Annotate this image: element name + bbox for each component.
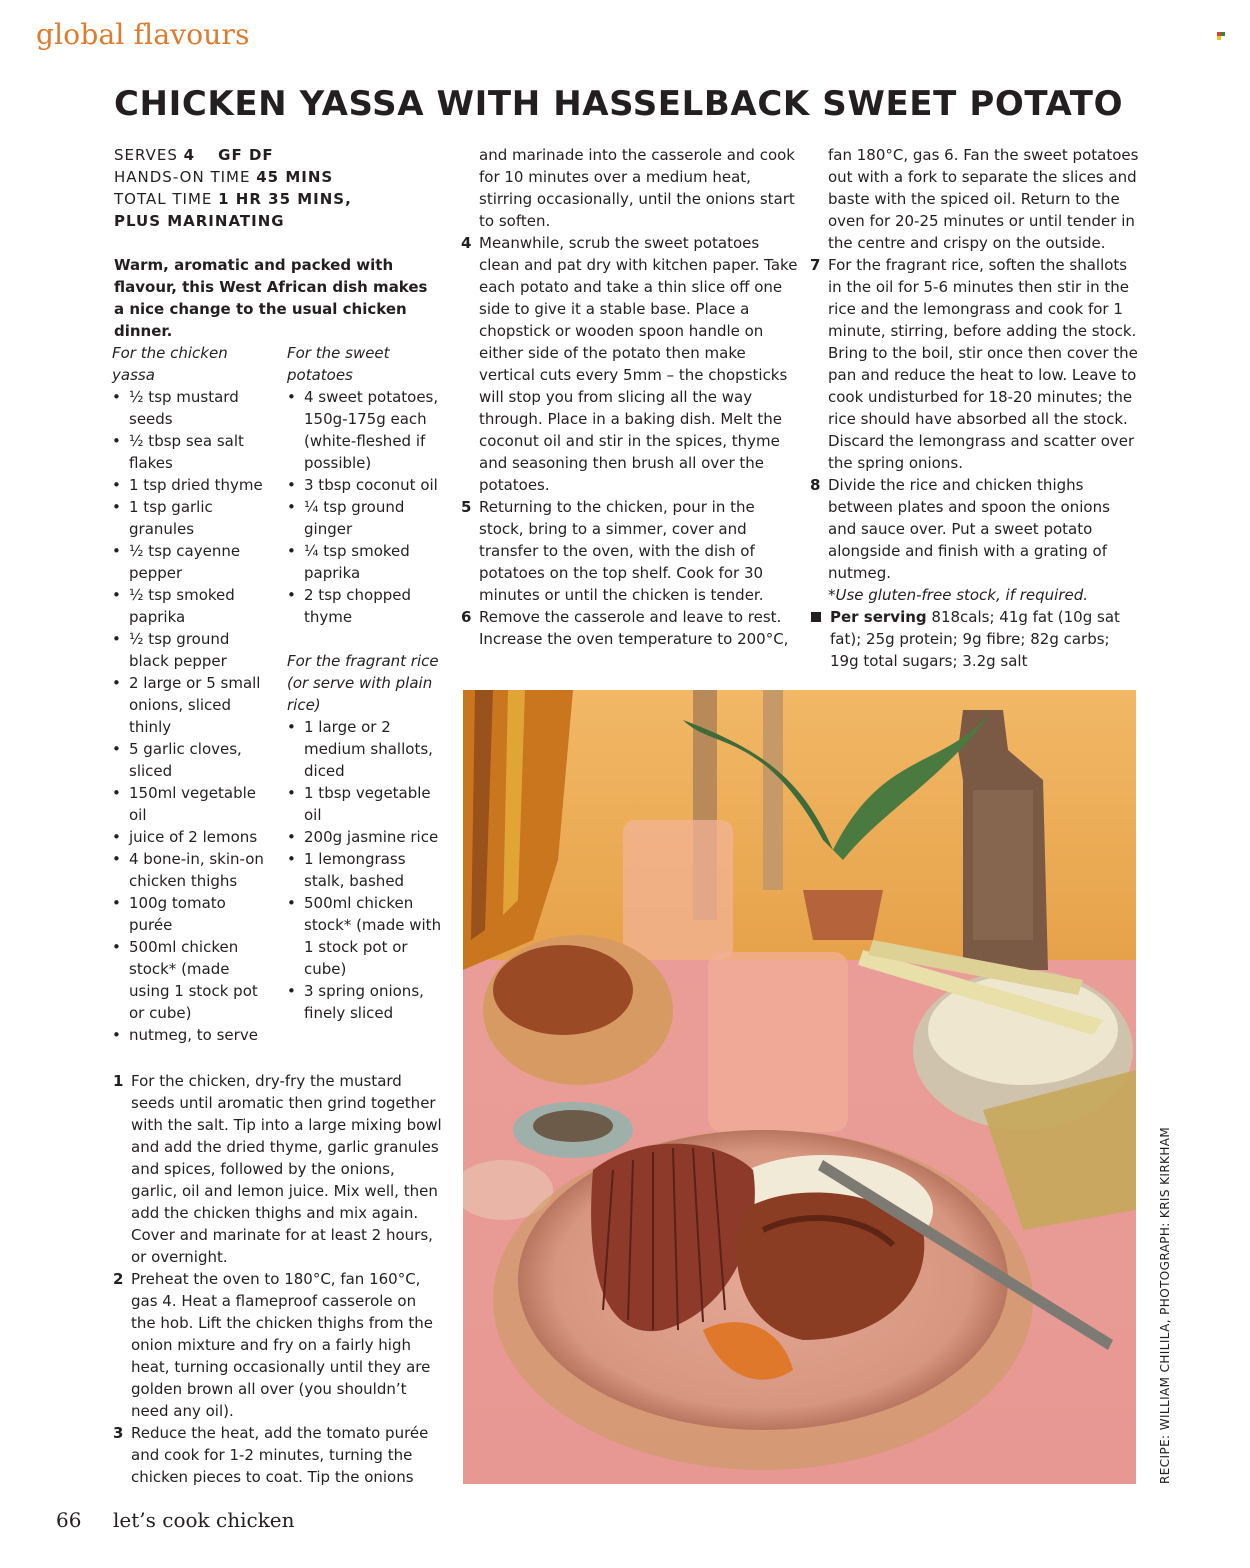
ingredient-item: • 4 bone-in, skin-on chicken thighs: [112, 848, 267, 892]
method-step: [461, 232, 801, 496]
method-column-1: [113, 1070, 443, 1488]
hands-on-line: [114, 166, 434, 188]
step-number: 6: [461, 608, 472, 626]
ingredient-item: • ¼ tsp ground ginger: [287, 496, 442, 540]
hands-on-value: 45 MINS: [256, 168, 334, 186]
method-step: [810, 254, 1140, 474]
total-time-line: [114, 188, 434, 210]
ingredient-list: [287, 386, 442, 628]
ingredient-item: • 1 tsp dried thyme: [112, 474, 267, 496]
step-text: Preheat the oven to 180°C, fan 160°C, gas 4. Heat a flameproof casserole on the hob. Lift the chicken thighs from the onion mixture and fry on a fairly high heat, turning occasionally until they are golden brown all over (you shouldn’t need any oil).: [131, 1270, 433, 1420]
photo-credit: RECIPE: WILLIAM CHILILA, PHOTOGRAPH: KRIS KIRKHAM: [1158, 1126, 1172, 1484]
step-number: 3: [113, 1424, 124, 1442]
ingredient-item: • ½ tsp smoked paprika: [112, 584, 267, 628]
ingredient-list: [112, 386, 267, 1046]
ingredient-item: • ½ tbsp sea salt flakes: [112, 430, 267, 474]
step-number: 2: [113, 1270, 124, 1288]
plated-chicken-yassa-photo: [463, 690, 1136, 1484]
method-steps: [113, 1070, 443, 1488]
diet-badges: GF DF: [218, 146, 274, 164]
ingredient-item: • 1 large or 2 medium shallots, diced: [287, 716, 442, 782]
hands-on-label: HANDS-ON TIME: [114, 168, 251, 186]
method-step: [113, 1268, 443, 1422]
method-step: [461, 496, 801, 606]
ingredient-item: • 1 tbsp vegetable oil: [287, 782, 442, 826]
publication-name: let’s cook chicken: [113, 1508, 295, 1532]
recipe-title: CHICKEN YASSA WITH HASSELBACK SWEET POTATO: [114, 84, 1124, 124]
ingredient-item: • 150ml vegetable oil: [112, 782, 267, 826]
ingredient-item: • 200g jasmine rice: [287, 826, 442, 848]
section-label: global flavours: [36, 18, 250, 51]
bullet-square-icon: [811, 612, 821, 622]
ingredient-item: • ½ tsp cayenne pepper: [112, 540, 267, 584]
ingredient-group-heading: For the chicken yassa: [112, 344, 228, 384]
ingredient-item: • 3 tbsp coconut oil: [287, 474, 442, 496]
method-step-continued: [461, 144, 801, 232]
method-step: [113, 1070, 443, 1268]
nutrition-text: 818cals; 41g fat (10g sat fat); 25g protein; 9g fibre; 82g carbs; 19g total sugars; 3.2g salt: [830, 608, 1120, 670]
step-number: 7: [810, 256, 821, 274]
nutrition-label: Per serving: [830, 608, 927, 626]
ingredient-item: • juice of 2 lemons: [112, 826, 267, 848]
ingredient-item: • 500ml chicken stock* (made with 1 stock pot or cube): [287, 892, 442, 980]
ingredient-item: • 500ml chicken stock* (made using 1 stock pot or cube): [112, 936, 267, 1024]
corner-logo-mark: [1217, 32, 1225, 40]
step-number: 5: [461, 498, 472, 516]
step-number: 8: [810, 476, 821, 494]
ingredient-item: • 100g tomato purée: [112, 892, 267, 936]
method-step-continued: [810, 144, 1140, 254]
ingredient-list: [287, 716, 442, 1024]
step-text: Divide the rice and chicken thighs between plates and spoon the onions and sauce over. Put a sweet potato alongside and finish with a grating of nutmeg.: [828, 476, 1110, 582]
step-text: Meanwhile, scrub the sweet potatoes clean and pat dry with kitchen paper. Take each potato and take a thin slice off one side to give it a stable base. Place a chopstick or wooden spoon handle on either side of the potato then make vertical cuts every 5mm – the chopsticks will stop you from slicing all the way through. Place in a baking dish. Melt the coconut oil and stir in the spices, thyme and seasoning then brush all over the potatoes.: [479, 234, 798, 494]
method-step: [461, 606, 801, 650]
dish-photo: [463, 690, 1136, 1484]
ingredient-item: • ¼ tsp smoked paprika: [287, 540, 442, 584]
ingredient-item: • nutmeg, to serve: [112, 1024, 267, 1046]
step-text: Remove the casserole and leave to rest. Increase the oven temperature to 200°C,: [479, 608, 789, 648]
method-steps: [810, 144, 1140, 584]
recipe-intro: Warm, aromatic and packed with flavour, this West African dish makes a nice change to the usual chicken dinner.: [114, 256, 428, 340]
step-text: fan 180°C, gas 6. Fan the sweet potatoes out with a fork to separate the slices and baste with the spiced oil. Return to the oven for 20-25 minutes or until tender in the centre and crispy on the outside.: [828, 146, 1139, 252]
serves-label: SERVES: [114, 146, 178, 164]
ingredient-item: • 3 spring onions, finely sliced: [287, 980, 442, 1024]
ingredient-item: • 2 large or 5 small onions, sliced thinly: [112, 672, 267, 738]
method-column-3: [810, 144, 1140, 672]
ingredients-chicken-yassa: [112, 342, 267, 1046]
page-number: 66: [56, 1508, 82, 1532]
ingredient-item: • ½ tsp mustard seeds: [112, 386, 267, 430]
step-text: For the chicken, dry-fry the mustard seeds until aromatic then grind together with the salt. Tip into a large mixing bowl and add the dried thyme, garlic granules and spices, followed by the onions, garlic, oil and lemon juice. Mix well, then add the chicken thighs and mix again. Cover and marinate for at least 2 hours, or overnight.: [131, 1072, 442, 1266]
ingredient-item: • 5 garlic cloves, sliced: [112, 738, 267, 782]
ingredient-item: • 1 tsp garlic granules: [112, 496, 267, 540]
stock-note: *Use gluten-free stock, if required.: [828, 586, 1089, 604]
recipe-info-column: [114, 144, 434, 342]
total-time-extra: PLUS MARINATING: [114, 212, 285, 230]
step-text: Reduce the heat, add the tomato purée and cook for 1-2 minutes, turning the chicken pieces to coat. Tip the onions: [131, 1424, 429, 1486]
step-text: and marinade into the casserole and cook for 10 minutes over a medium heat, stirring occasionally, until the onions start to soften.: [479, 146, 795, 230]
ingredients-sweet-potatoes-and-rice: [287, 342, 442, 1024]
serves-line: [114, 144, 434, 166]
ingredient-group-heading: For the fragrant rice (or serve with plain rice): [287, 652, 439, 714]
ingredient-item: • 1 lemongrass stalk, bashed: [287, 848, 442, 892]
total-time-value: 1 HR 35 MINS,: [218, 190, 352, 208]
step-number: 1: [113, 1072, 124, 1090]
ingredient-item: • ½ tsp ground black pepper: [112, 628, 267, 672]
method-step: [113, 1422, 443, 1488]
method-column-2: [461, 144, 801, 650]
serves-value: 4: [183, 146, 196, 164]
ingredient-group-heading: For the sweet potatoes: [287, 344, 390, 384]
step-text: Returning to the chicken, pour in the stock, bring to a simmer, cover and transfer to the oven, with the dish of potatoes on the top shelf. Cook for 30 minutes or until the chicken is tender.: [479, 498, 764, 604]
recipe-meta: [114, 144, 434, 232]
step-text: For the fragrant rice, soften the shallots in the oil for 5-6 minutes then stir in the rice and the lemongrass and cook for 1 minute, stirring, before adding the stock. Bring to the boil, stir once then cover the pan and reduce the heat to low. Leave to cook undisturbed for 18-20 minutes; the rice should have absorbed all the stock. Discard the lemongrass and scatter over the spring onions.: [828, 256, 1138, 472]
ingredient-item: • 4 sweet potatoes, 150g-175g each (white-fleshed if possible): [287, 386, 442, 474]
nutrition-info: [810, 606, 1140, 672]
method-step: [810, 474, 1140, 584]
ingredient-item: • 2 tsp chopped thyme: [287, 584, 442, 628]
method-steps: [461, 144, 801, 650]
total-time-label: TOTAL TIME: [114, 190, 213, 208]
step-number: 4: [461, 234, 472, 252]
